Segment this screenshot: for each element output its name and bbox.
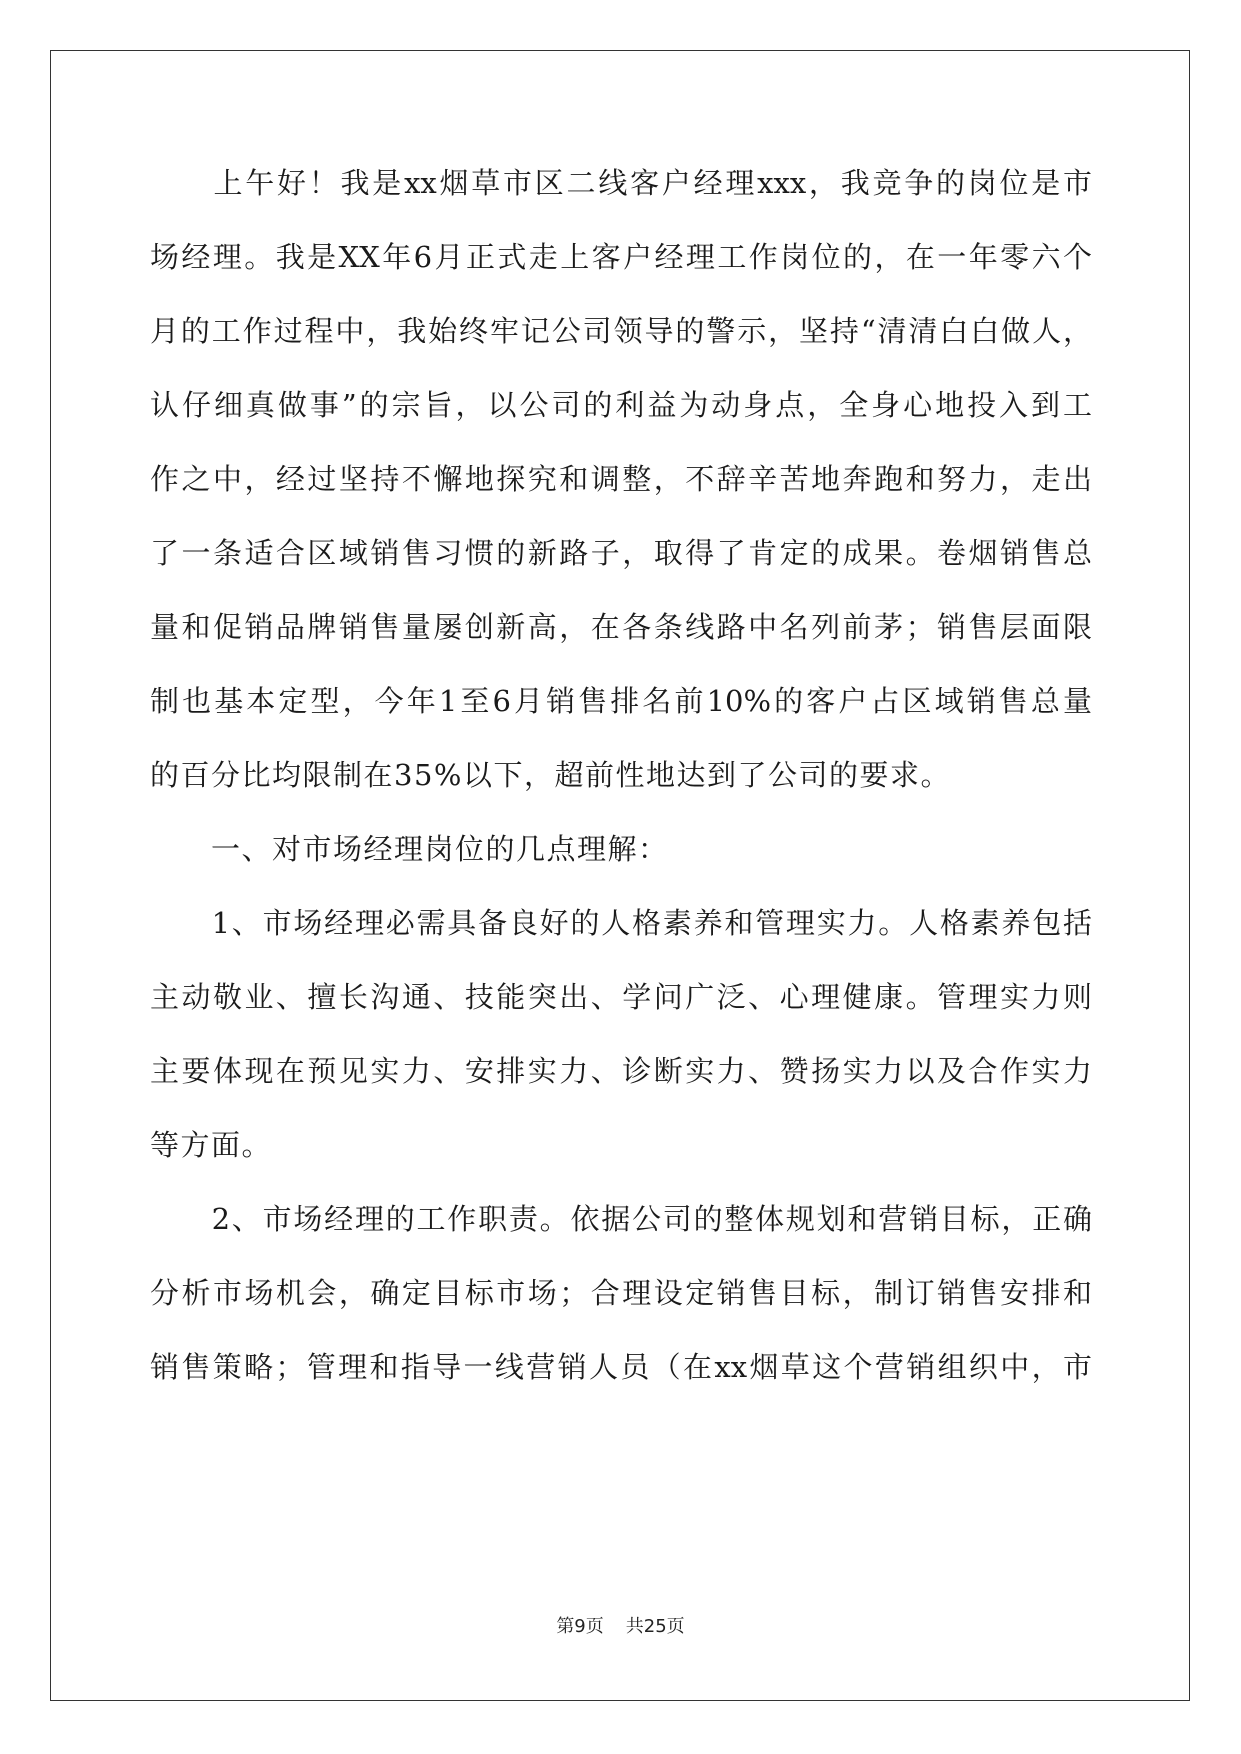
text-line: 量和促销品牌销售量屡创新高，在各条线路中名列前茅；销售层面限 [150, 610, 1092, 644]
text-line: 制也基本定型，今年1至6月销售排名前10%的客户占区域销售总量 [150, 684, 1092, 718]
text-line: 月的工作过程中，我始终牢记公司领导的警示，坚持“清清白白做人， [150, 314, 1092, 348]
text-line: 了一条适合区域销售习惯的新路子，取得了肯定的成果。卷烟销售总 [150, 536, 1092, 570]
text-line: 主要体现在预见实力、安排实力、诊断实力、赞扬实力以及合作实力 [150, 1054, 1092, 1088]
text-line: 主动敬业、擅长沟通、技能突出、学问广泛、心理健康。管理实力则 [150, 980, 1092, 1014]
text-line: 上午好！我是xx烟草市区二线客户经理xxx，我竞争的岗位是市 [150, 166, 1092, 200]
text-line: 分析市场机会，确定目标市场；合理设定销售目标，制订销售安排和 [150, 1276, 1092, 1310]
text-line: 场经理。我是XX年6月正式走上客户经理工作岗位的，在一年零六个 [150, 240, 1092, 274]
page-footer [0, 1615, 1241, 1639]
page-total: 共25页 [625, 1616, 685, 1637]
section-heading: 一、对市场经理岗位的几点理解： [150, 832, 669, 866]
text-line: 作之中，经过坚持不懈地探究和调整，不辞辛苦地奔跑和努力，走出 [150, 462, 1092, 496]
page-number: 第9页 [556, 1616, 604, 1637]
text-line: 等方面。 [150, 1128, 273, 1162]
text-line: 1、市场经理必需具备良好的人格素养和管理实力。人格素养包括 [150, 906, 1092, 940]
text-line: 的百分比均限制在35%以下，超前性地达到了公司的要求。 [150, 758, 951, 792]
text-line: 2、市场经理的工作职责。依据公司的整体规划和营销目标，正确 [150, 1202, 1092, 1236]
text-line: 销售策略；管理和指导一线营销人员（在xx烟草这个营销组织中，市 [150, 1350, 1092, 1384]
page-border [50, 50, 1190, 1701]
text-line: 认仔细真做事”的宗旨，以公司的利益为动身点，全身心地投入到工 [150, 388, 1092, 422]
